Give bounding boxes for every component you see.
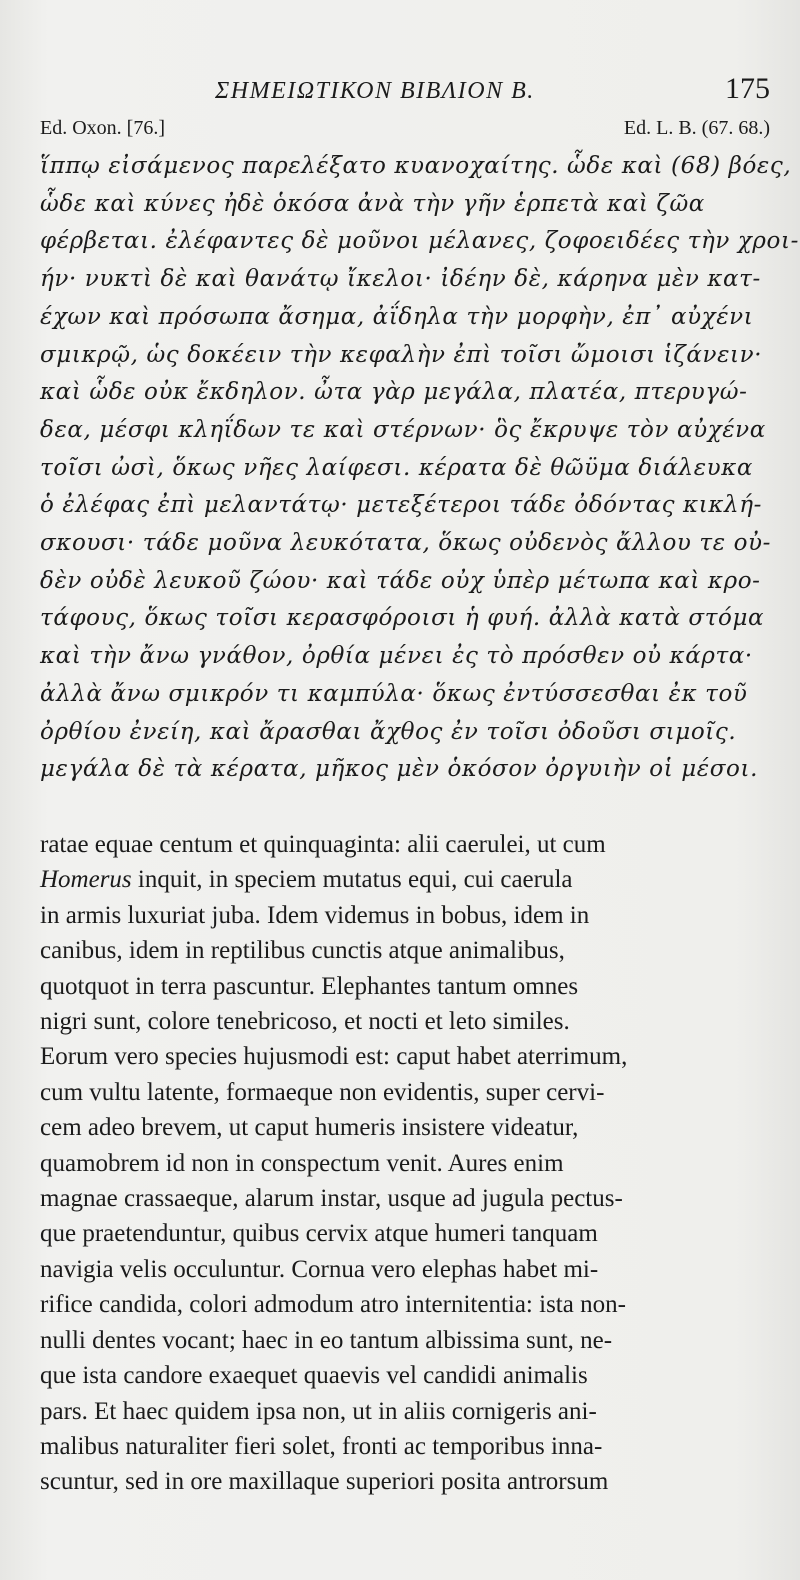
latin-line-homerus — [40, 862, 775, 897]
latin-line: magnae crassaeque, alarum instar, usque ad jugula pectus- — [40, 1185, 623, 1213]
latin-text-block — [40, 827, 775, 1500]
greek-line: ὁ ἐλέφας ἐπὶ μελαντάτῳ· μετεξέτεροι τάδε ὀδόντας κικλή- — [40, 492, 762, 519]
greek-line: ήν· νυκτὶ δὲ καὶ θανάτῳ ἴκελοι· ἰδέην δὲ, κάρηνα μὲν κατ- — [40, 266, 761, 293]
latin-line: in armis luxuriat juba. Idem videmus in bobus, idem in — [40, 901, 590, 929]
page-header — [40, 72, 770, 112]
latin-line: quotquot in terra pascuntur. Elephantes tantum omnes — [40, 972, 579, 1000]
page-number: 175 — [725, 72, 770, 105]
greek-line: τοῖσι ὠσὶ, ὅκως νῆες λαίφεσι. κέρατα δὲ θῶϋμα διάλευκα — [40, 454, 754, 481]
greek-line: δὲν οὐδὲ λευκοῦ ζώου· καὶ τάδε οὐχ ὑπὲρ μέτωπα καὶ κρο- — [40, 567, 761, 594]
latin-line: ratae equae centum et quinquaginta: alii caerulei, ut cum — [40, 831, 606, 858]
latin-line: canibus, idem in reptilibus cunctis atque animalibus, — [40, 937, 565, 965]
greek-line: μεγάλα δὲ τὰ κέρατα, μῆκος μὲν ὁκόσον ὀργυιὴν οἱ μέσοι. — [40, 756, 758, 783]
greek-line: καὶ τὴν ἄνω γνάθον, ὀρθία μένει ἐς τὸ πρόσθεν οὐ κάρτα· — [40, 643, 753, 670]
greek-line: σμικρῷ, ὡς δοκέειν τὴν κεφαλὴν ἐπὶ τοῖσι ὤμοισι ἱζάνειν· — [40, 341, 763, 368]
edition-reference-oxon: Ed. Oxon. [76.] — [40, 117, 165, 139]
greek-line: έχων καὶ πρόσωπα ἄσημα, ἀΐδηλα τὴν μορφὴν, ἐπ᾽ αὐχένι — [40, 303, 754, 330]
latin-line: malibus naturaliter fieri solet, fronti ac temporibus inna- — [40, 1432, 603, 1460]
latin-line: rifice candida, colori admodum atro internitentia: ista non- — [40, 1291, 626, 1319]
latin-line: navigia velis occuluntur. Cornua vero elephas habet mi- — [40, 1255, 599, 1283]
latin-line: cum vultu latente, formaeque non evidentis, super cervi- — [40, 1078, 605, 1106]
greek-line: τάφους, ὅκως τοῖσι κερασφόροισι ἡ φυή. ἀλλὰ κατὰ στόμα — [40, 605, 765, 632]
latin-line: que ista candore exaequet quaevis vel candidi animalis — [40, 1362, 588, 1390]
greek-line: σκουσι· τάδε μοῦνα λευκότατα, ὅκως οὐδενὸς ἄλλου τε οὐ- — [40, 530, 771, 557]
latin-line: cem adeo brevem, ut caput humeris insistere videatur, — [40, 1114, 579, 1142]
latin-line: quamobrem id non in conspectum venit. Aures enim — [40, 1149, 564, 1177]
running-title: ΣΗΜΕΙΩΤΙΚΟΝ ΒΙΒΛΙΟΝ Β. — [215, 78, 535, 104]
greek-line: ἀλλὰ ἄνω σμικρόν τι καμπύλα· ὅκως ἐντύσσεσθαι ἐκ τοῦ — [40, 680, 748, 707]
greek-line: ὧδε καὶ κύνες ἠδὲ ὁκόσα ἀνὰ τὴν γῆν ἑρπετὰ καὶ ζῶα — [40, 190, 705, 217]
greek-line: φέρβεται. ἐλέφαντες δὲ μοῦνοι μέλανες, ζοφοειδέες τὴν χροι- — [40, 228, 799, 255]
greek-line: ὀρθίου ἐνείη, καὶ ἄρασθαι ἄχθος ἐν τοῖσι ὀδοῦσι σιμοῖς. — [40, 718, 737, 745]
greek-line: καὶ ὧδε οὐκ ἔκδηλον. ὦτα γὰρ μεγάλα, πλατέα, πτερυγώ- — [40, 379, 748, 406]
latin-line: nigri sunt, colore tenebricoso, et nocti et leto similes. — [40, 1008, 570, 1036]
latin-line: scuntur, sed in ore maxillaque superiori posita antrorsum — [40, 1468, 609, 1496]
greek-line: δεα, μέσφι κληΐδων τε καὶ στέρνων· ὃς ἔκρυψε τὸν αὐχένα — [40, 416, 766, 443]
edition-reference-lb: Ed. L. B. (67. 68.) — [623, 117, 770, 139]
homerus-name: Homerus — [40, 866, 132, 894]
edition-references — [40, 117, 770, 147]
greek-text-block — [40, 148, 799, 789]
latin-line: Eorum vero species hujusmodi est: caput habet aterrimum, — [40, 1043, 628, 1071]
latin-line: nulli dentes vocant; haec in eo tantum albissima sunt, ne- — [40, 1326, 613, 1354]
latin-line: que praetenduntur, quibus cervix atque humeri tanquam — [40, 1220, 598, 1248]
greek-line: ἵππῳ εἰσάμενος παρελέξατο κυανοχαίτης. ὧδε καὶ (68) βόες, — [40, 153, 792, 179]
latin-line-rest: inquit, in speciem mutatus equi, cui caerula — [131, 866, 573, 894]
latin-line: pars. Et haec quidem ipsa non, ut in aliis cornigeris ani- — [40, 1397, 597, 1425]
